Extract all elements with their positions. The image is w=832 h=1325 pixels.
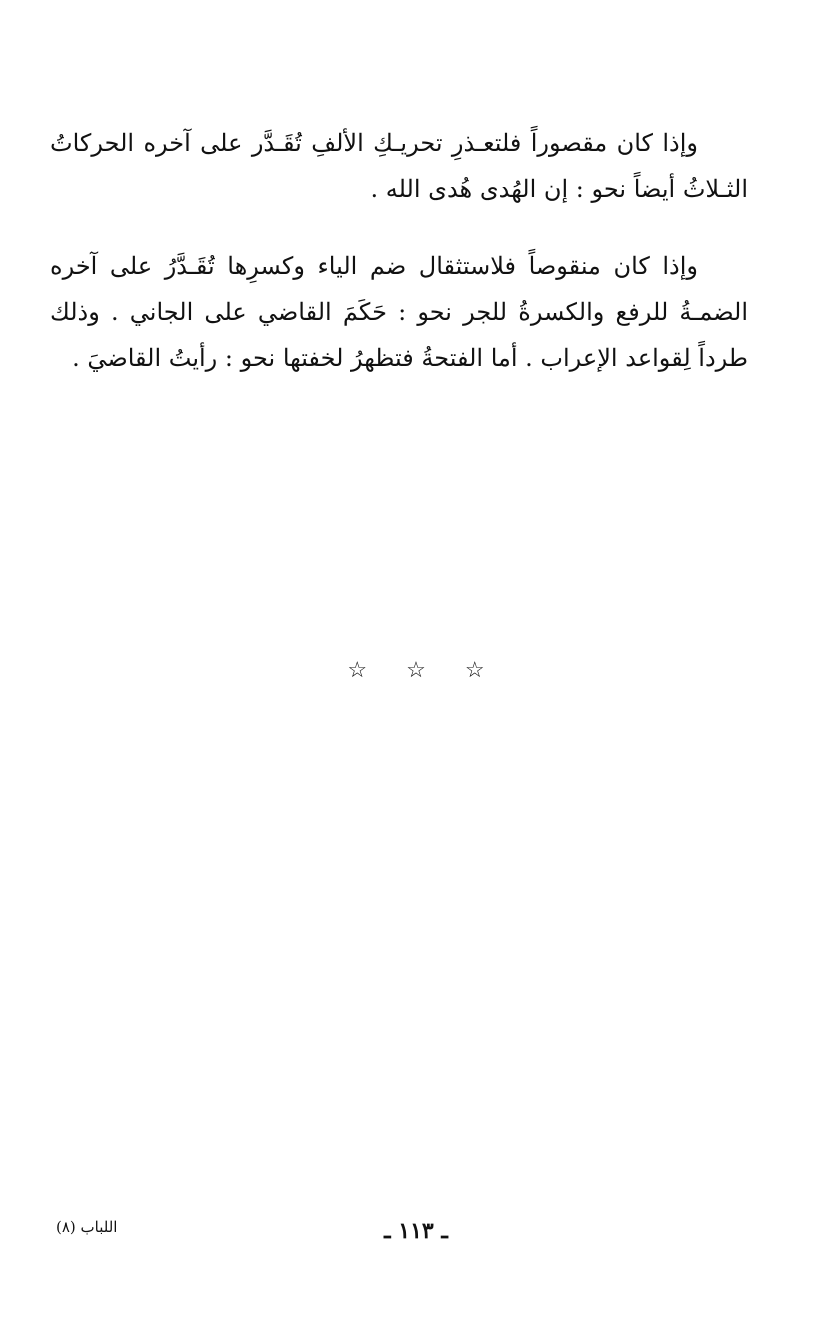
paragraph-manqus: وإذا كان منقوصاً فلاستثقال ضم الياء وكسرِها تُقَـدَّرُ على آخره الضمـةُ للرفع والكسرةُ للجر نحو : حَكَمَ القاضي على الجاني . وذلك طرداً لِقواعد الإعراب . أما الفتحةُ فتظهرُ لخفتها نحو : رأيتُ القاضيَ . <box>50 252 748 372</box>
star-icon: ☆ <box>347 658 368 683</box>
page-number: ـ ١١٣ ـ <box>384 1218 448 1244</box>
paragraph-maqsur: وإذا كان مقصوراً فلتعـذرِ تحريـكِ الألفِ تُقَـدَّر على آخره الحركاتُ الثـلاثُ أيضاً نحو : إن الهُدى هُدى الله . <box>50 129 748 203</box>
page-footer <box>0 1218 832 1258</box>
section-separator <box>0 658 832 683</box>
book-signature: اللباب (٨) <box>56 1218 118 1236</box>
star-icon: ☆ <box>464 658 485 683</box>
star-icon: ☆ <box>406 658 426 683</box>
